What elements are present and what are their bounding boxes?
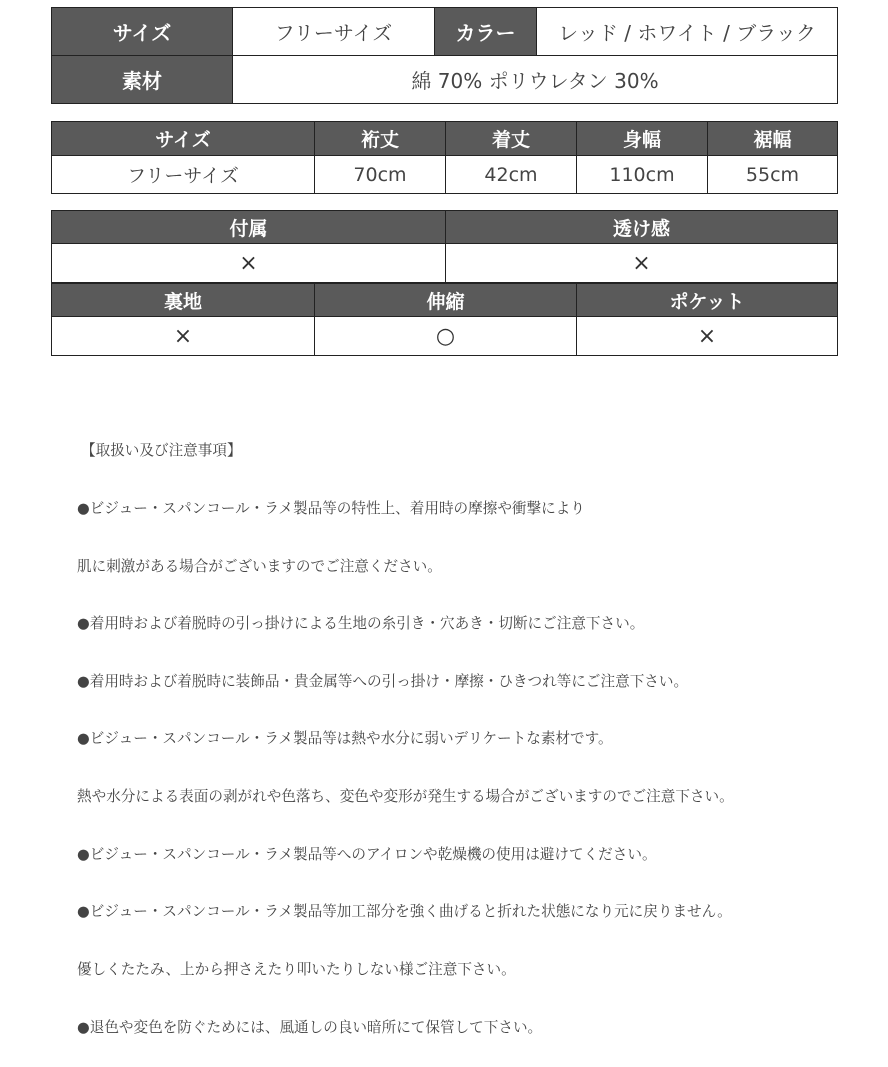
- care-note-line: ●ビジュー・スパンコール・ラメ製品等へのアイロンや乾燥機の使用は避けてください。: [77, 845, 657, 863]
- value-size: フリーサイズ: [52, 156, 315, 194]
- value-pocket: ×: [577, 317, 838, 356]
- header-hem-width: 裾幅: [708, 122, 838, 156]
- value-body-width: 110cm: [577, 156, 708, 194]
- feature-table: [51, 210, 838, 283]
- size-value: フリーサイズ: [233, 8, 435, 56]
- care-note-line: ●ビジュー・スパンコール・ラメ製品等加工部分を強く曲げると折れた状態になり元に戻りません。: [77, 903, 732, 921]
- value-accessories: ×: [52, 244, 446, 283]
- value-sheerness: ×: [446, 244, 838, 283]
- care-notes-title: 【取扱い及び注意事項】: [81, 442, 242, 460]
- header-stretch: 伸縮: [315, 284, 577, 317]
- care-note-line: ●ビジュー・スパンコール・ラメ製品等は熱や水分に弱いデリケートな素材です。: [77, 730, 613, 748]
- value-hem-width: 55cm: [708, 156, 838, 194]
- care-note-line: 肌に刺激がある場合がございますのでご注意ください。: [77, 557, 442, 575]
- spec-table: [51, 7, 838, 104]
- color-value: レッド / ホワイト / ブラック: [537, 8, 838, 56]
- feature-table-2: [51, 283, 838, 356]
- value-lining: ×: [52, 317, 315, 356]
- header-size: サイズ: [52, 122, 315, 156]
- value-stretch: ○: [315, 317, 577, 356]
- header-accessories: 付属: [52, 211, 446, 244]
- color-label: カラー: [435, 8, 537, 56]
- material-value: 綿 70% ポリウレタン 30%: [233, 56, 838, 104]
- value-length: 42cm: [446, 156, 577, 194]
- size-label: サイズ: [52, 8, 233, 56]
- care-note-line: 優しくたたみ、上から押さえたり叩いたりしない様ご注意下さい。: [77, 960, 516, 978]
- header-sheerness: 透け感: [446, 211, 838, 244]
- care-notes: [77, 403, 734, 1056]
- header-lining: 裏地: [52, 284, 315, 317]
- measurement-table: [51, 121, 838, 194]
- header-sleeve-length: 裄丈: [315, 122, 446, 156]
- care-note-line: ●着用時および着脱時の引っ掛けによる生地の糸引き・穴あき・切断にご注意下さい。: [77, 615, 645, 633]
- material-label: 素材: [52, 56, 233, 104]
- value-sleeve-length: 70cm: [315, 156, 446, 194]
- header-pocket: ポケット: [577, 284, 838, 317]
- care-note-line: ●退色や変色を防ぐためには、風通しの良い暗所にて保管して下さい。: [77, 1018, 543, 1036]
- care-note-line: ●着用時および着脱時に装飾品・貴金属等への引っ掛け・摩擦・ひきつれ等にご注意下さい。: [77, 672, 689, 690]
- care-note-line: 熱や水分による表面の剥がれや色落ち、変色や変形が発生する場合がございますのでご注意下さい。: [77, 788, 734, 806]
- care-note-line: ●ビジュー・スパンコール・ラメ製品等の特性上、着用時の摩擦や衝撃により: [77, 500, 585, 518]
- header-length: 着丈: [446, 122, 577, 156]
- header-body-width: 身幅: [577, 122, 708, 156]
